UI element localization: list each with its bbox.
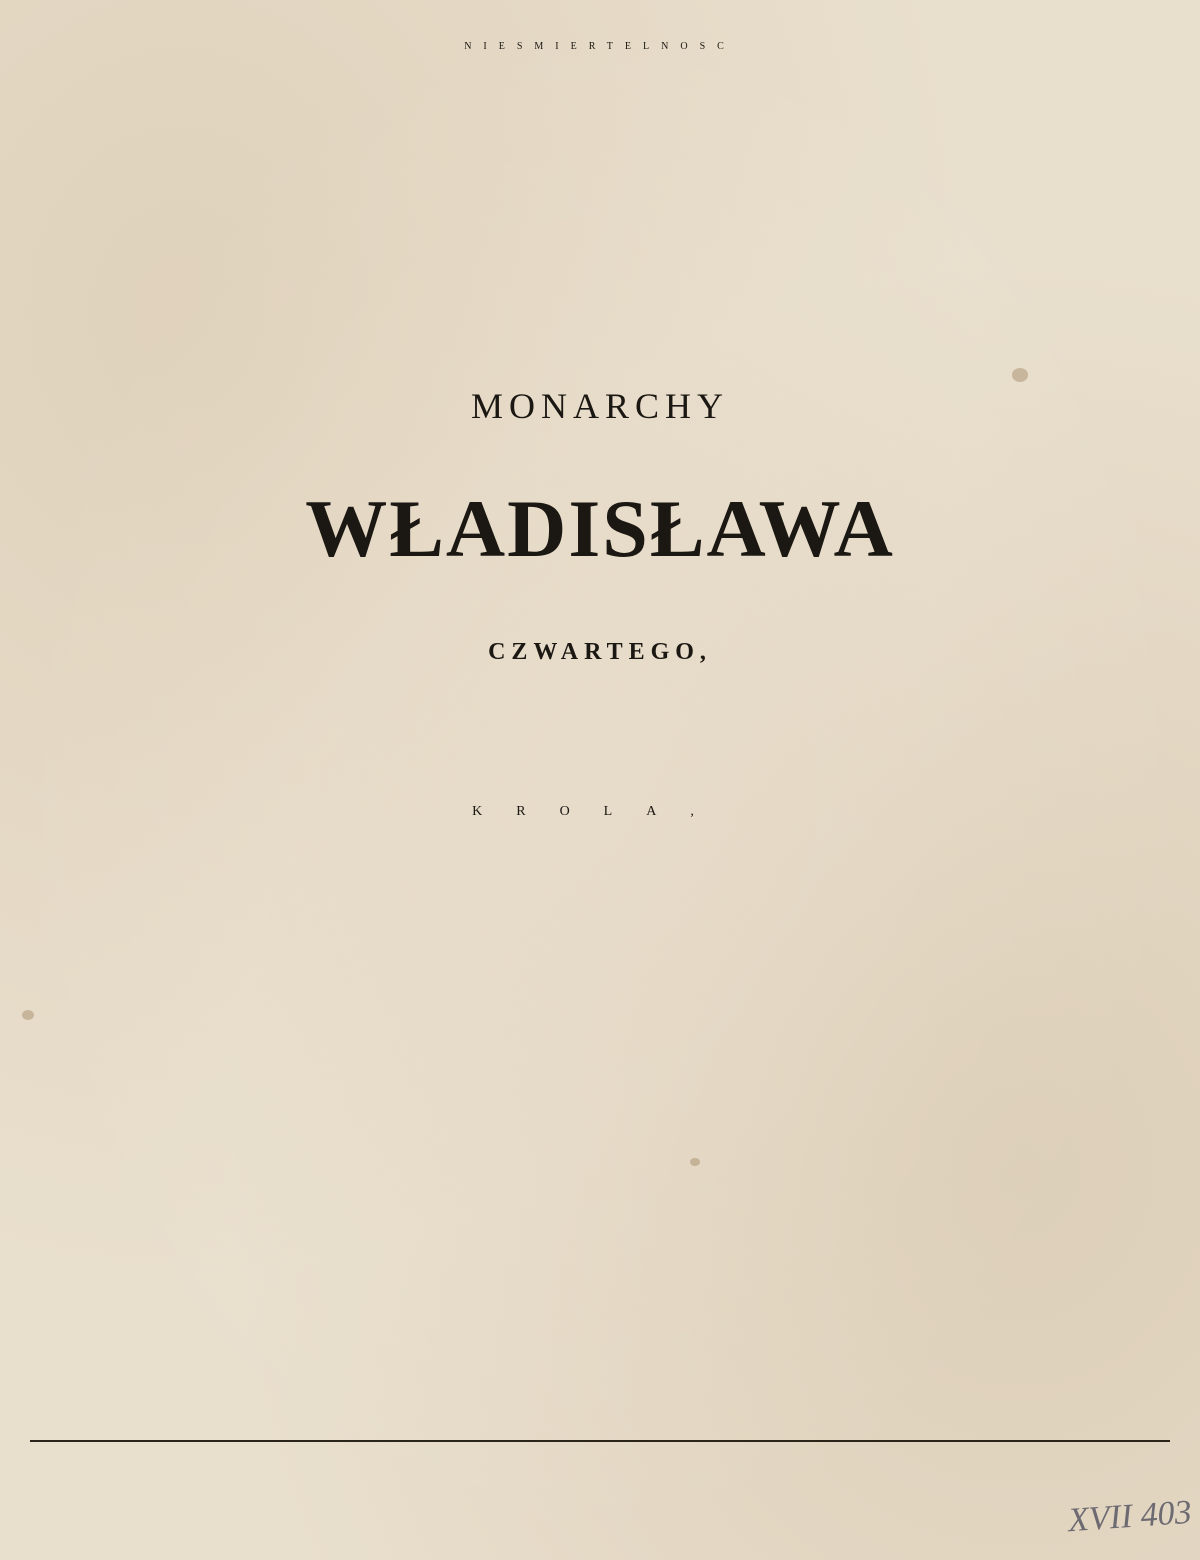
paper-stain (22, 1010, 34, 1020)
divider-rule (30, 1440, 1170, 1442)
heading-immortality: NIESMIERTELNOSC (464, 41, 736, 52)
heading-king: KROLA, (472, 804, 728, 819)
paper-stain (1012, 368, 1028, 382)
handwritten-shelfmark: XVII 403 (1067, 1493, 1194, 1540)
paper-stain (690, 1158, 700, 1166)
heading-fourth: CZWARTEGO, (488, 639, 712, 665)
heading-monarch: MONARCHY (470, 386, 730, 426)
heading-wladyslaw: WŁADISŁAWA (305, 483, 895, 574)
